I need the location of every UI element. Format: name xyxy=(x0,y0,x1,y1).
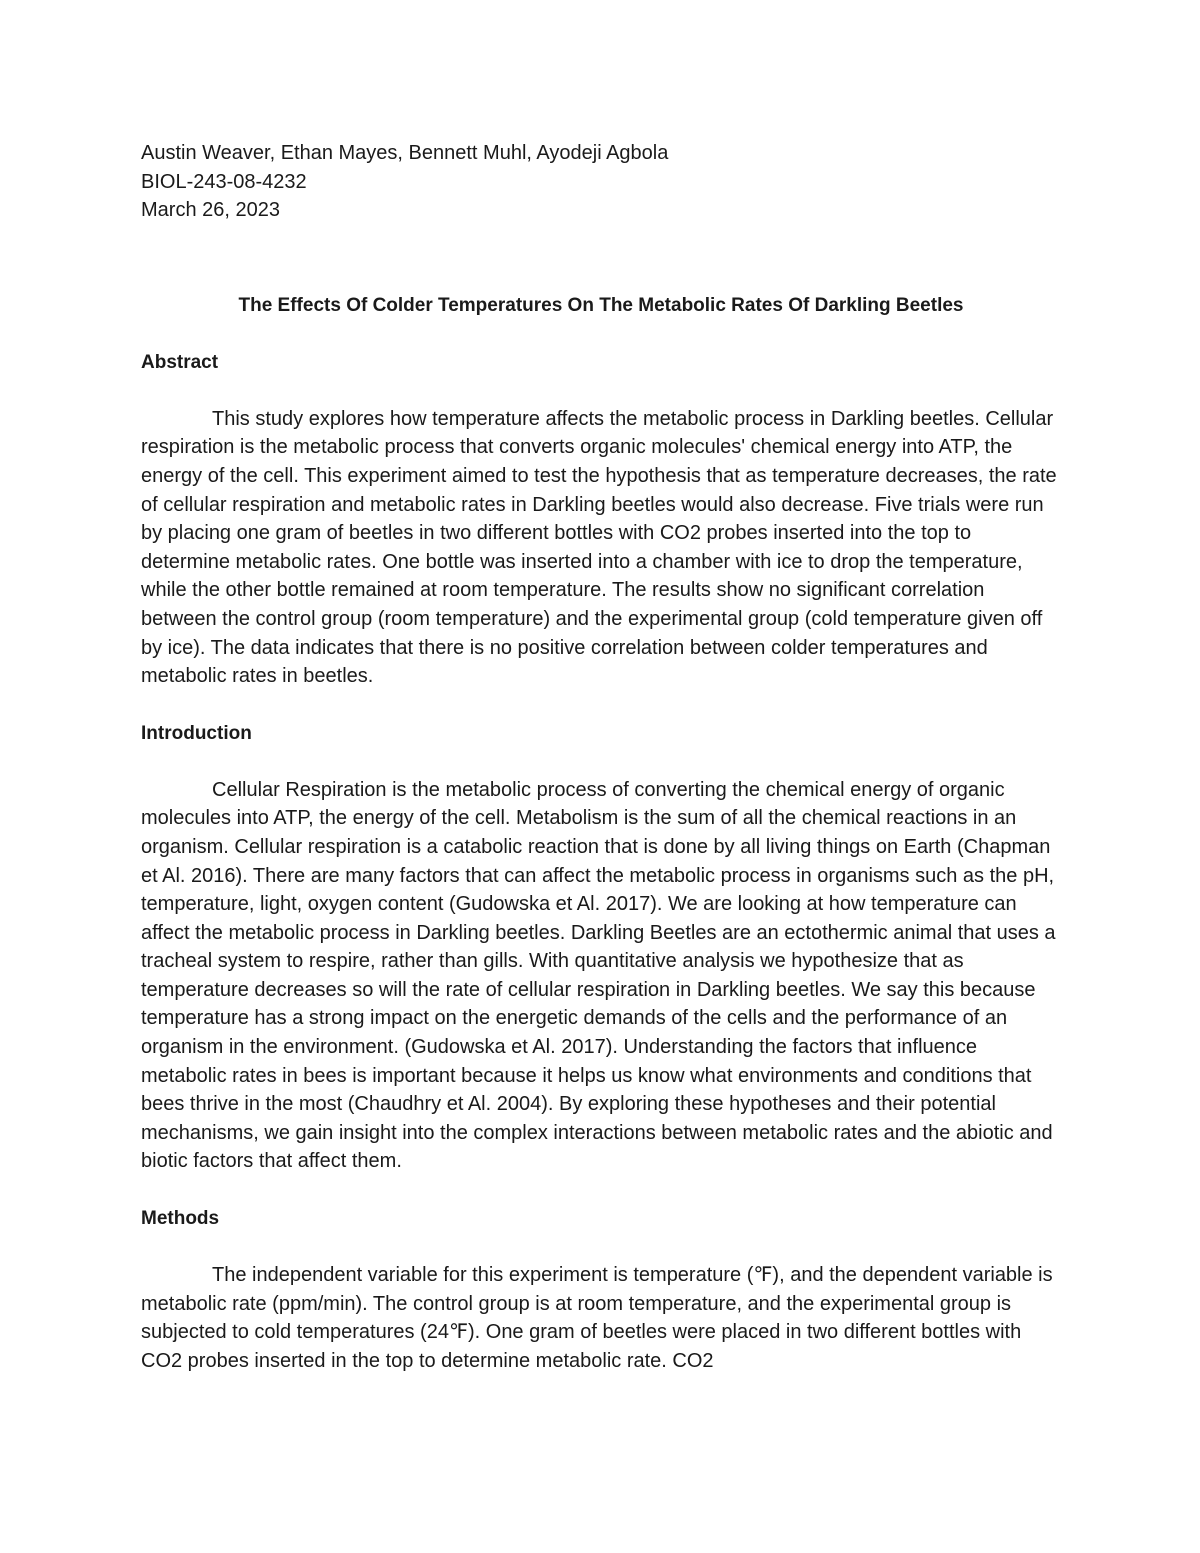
introduction-paragraph: Cellular Respiration is the metabolic process of converting the chemical energy of organic molecules into ATP, the energy of the cell. Metabolism is the sum of all the chemical reactions in an organism. Cellular respiration is a catabolic reaction that is done by all living things on Earth (Chapman et Al. 2016). There are many factors that can affect the metabolic process in organisms such as the pH, temperature, light, oxygen content (Gudowska et Al. 2017). We are looking at how temperature can affect the metabolic process in Darkling beetles. Darkling Beetles are an ectothermic animal that uses a tracheal system to respire, rather than gills. With quantitative analysis we hypothesize that as temperature decreases so will the rate of cellular respiration in Darkling beetles. We say this because temperature has a strong impact on the energetic demands of the cells and the performance of an organism in the environment. (Gudowska et Al. 2017). Understanding the factors that influence metabolic rates in bees is important because it helps us know what environments and conditions that bees thrive in the most (Chaudhry et Al. 2004). By exploring these hypotheses and their potential mechanisms, we gain insight into the complex interactions between metabolic rates and the abiotic and biotic factors that affect them. xyxy=(141,778,1056,1173)
document-date: March 26, 2023 xyxy=(141,199,280,222)
document-title: The Effects Of Colder Temperatures On The Metabolic Rates Of Darkling Beetles xyxy=(238,294,964,316)
methods-paragraph: The independent variable for this experiment is temperature (℉), and the dependent variable is metabolic rate (ppm/min). The control group is at room temperature, and the experimental group is subjected to cold temperatures (24℉). One gram of beetles were placed in two different bottles with CO2 probes inserted in the top to determine metabolic rate. CO2 xyxy=(141,1264,1053,1372)
abstract-heading: Abstract xyxy=(141,351,219,373)
introduction-heading: Introduction xyxy=(141,722,252,744)
course-code: BIOL-243-08-4232 xyxy=(141,170,307,193)
author-list: Austin Weaver, Ethan Mayes, Bennett Muhl, Ayodeji Agbola xyxy=(141,142,669,164)
abstract-paragraph: This study explores how temperature affects the metabolic process in Darkling beetles. Cellular respiration is the metabolic process that converts organic molecules' chemical energy into ATP, the energy of the cell. This experiment aimed to test the hypothesis that as temperature decreases, the rate of cellular respiration and metabolic rates in Darkling beetles would also decrease. Five trials were run by placing one gram of beetles in two different bottles with CO2 probes inserted into the top to determine metabolic rates. One bottle was inserted into a chamber with ice to drop the temperature, while the other bottle remained at room temperature. The results show no significant correlation between the control group (room temperature) and the experimental group (cold temperature given off by ice). The data indicates that there is no positive correlation between colder temperatures and metabolic rates in beetles. xyxy=(141,407,1057,688)
document-header xyxy=(141,139,1061,225)
methods-heading: Methods xyxy=(141,1208,220,1230)
document-content xyxy=(141,139,1061,1375)
